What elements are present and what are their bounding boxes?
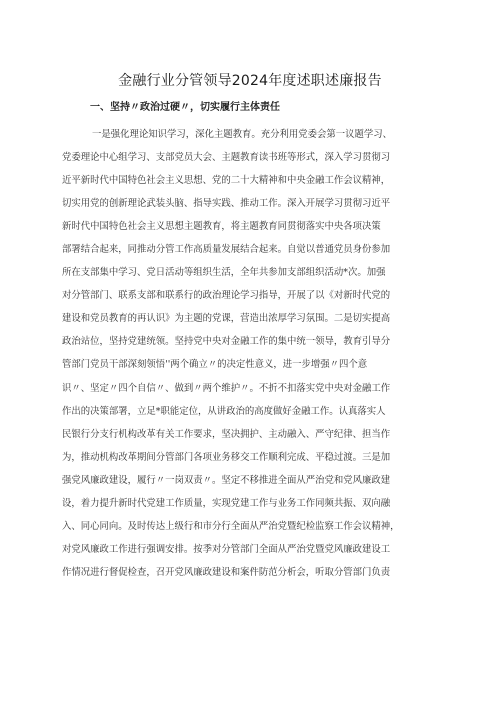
body-line: 对党风廉政工作进行强调安排。按季对分管部门全面从严治党暨党风廉政建设工: [62, 543, 391, 555]
body-text: [62, 123, 442, 584]
body-line: 管部门党员干部深刻领悟''两个确立〃的决定性意义，进一步增强〃四个意: [62, 359, 368, 371]
body-line: 为，推动机构改革期间分管部门各项业务移交工作顺利完成、平稳过渡。三是加: [62, 451, 391, 463]
body-line: 近平新时代中国特色社会主义思想、党的二十大精神和中央金融工作会议精神，: [62, 175, 391, 187]
body-line: 新时代中国特色社会主义思想主题教育，将主题教育同贯彻落实中央各项决策: [62, 221, 381, 233]
body-line: 作情况进行督促检查，召开党风廉政建设和案件防范分析会，听取分管部门负责: [62, 566, 391, 578]
body-line: 部署结合起来，同推动分管工作高质量发展结合起来。自觉以普通党员身份参加: [62, 244, 391, 256]
body-line: 政治站位，坚持党建统领。坚持党中央对金融工作的集中统一领导，教育引导分: [62, 336, 391, 348]
body-line: 党委理论中心组学习、支部党员大会、主题教育读书班等形式，深入学习贯彻习: [62, 152, 391, 164]
body-line: 切实用党的创新理论武装头脑、指导实践、推动工作。深入开展学习贯彻习近平: [62, 198, 391, 210]
body-line: 对分管部门、联系支部和联系行的政治理论学习指导，开展了以《对新时代党的: [62, 290, 391, 302]
body-line: 一是强化理论知识学习，深化主题教育。充分利用党委会第一议题学习、: [92, 129, 393, 140]
body-line: 识〃、坚定〃四个自信〃、做到〃两个维护〃。不折不扣落实党中央对金融工作: [62, 382, 391, 394]
section-heading: 一、坚持〃政治过硬〃，切实履行主体责任: [90, 102, 280, 113]
body-line: 建设和党员教育的再认识》为主题的党课，营造出浓厚学习氛围。二是切实提高: [62, 313, 391, 325]
body-line: 设，着力提升新时代党建工作质量，实现党建工作与业务工作同频共振、双向融: [62, 497, 391, 509]
body-line: 强党风廉政建设，履行〃一岗双责〃。坚定不移推进全面从严治党和党风廉政建: [62, 474, 391, 486]
body-line: 入、同心同向。及时传达上级行和市分行全面从严治党暨纪检监察工作会议精神，: [62, 520, 400, 532]
body-line: 作出的决策部署，立足*职能定位，从讲政治的高度做好金融工作。认真落实人: [62, 405, 386, 417]
body-line: 所在支部集中学习、党日活动等组织生活，全年共参加支部组织活动*次。加强: [62, 267, 386, 279]
document-title: 金融行业分管领导2024年度述职述廉报告: [118, 73, 382, 89]
body-line: 民银行分支行机构改革有关工作要求，坚决拥护、主动融入、严守纪律、担当作: [62, 428, 391, 440]
